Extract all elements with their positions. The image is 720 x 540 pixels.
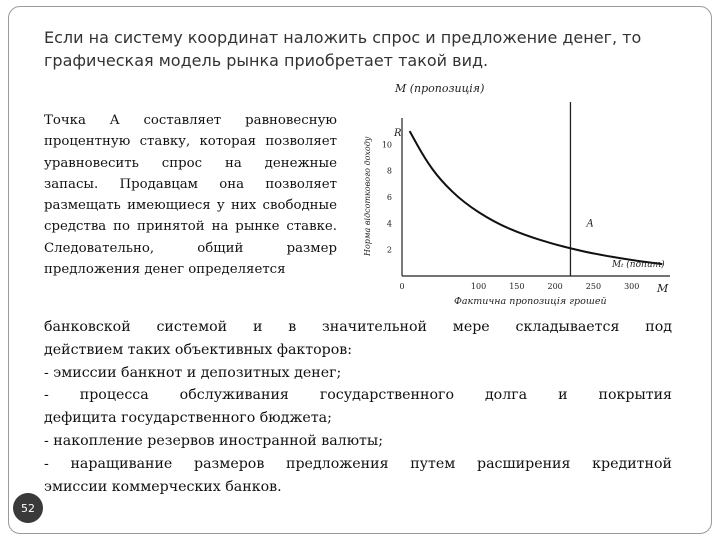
y-axis-letter: R bbox=[394, 128, 402, 139]
x-tick-label: 100 bbox=[470, 282, 487, 291]
list-item-4-cont: эмиссии коммерческих банков. bbox=[44, 478, 282, 495]
x-tick-label: 250 bbox=[585, 282, 602, 291]
list-item-3: - накопление резервов иностранной валюты; bbox=[44, 432, 383, 449]
slide-number: 52 bbox=[13, 493, 43, 523]
list-item-2: - процесса обслуживания государственного долга и покрытия bbox=[44, 387, 672, 404]
body-line-1: банковской системой и в значительной мере складывается под bbox=[44, 319, 672, 335]
x-ticks bbox=[399, 282, 639, 291]
x-tick-label: 200 bbox=[547, 282, 563, 291]
x-axis-letter: M bbox=[657, 282, 669, 295]
y-tick-label: 8 bbox=[386, 166, 392, 176]
demand-curve bbox=[410, 131, 663, 264]
body-line-2: действием таких объективных факторов: bbox=[44, 341, 353, 358]
lead-paragraph: Точка A составляет равновесную процентную ставку, которая позволяет уравновесить спрос на денежные запасы. Продавцам она позволяет размещать имеющиеся у них свободные средства по принятой на рынке ставке. Следовательно, общий размер предложения денег определяется bbox=[44, 113, 337, 278]
y-tick-label: 10 bbox=[381, 140, 392, 150]
demand-label: Mₜ (попит) bbox=[612, 260, 665, 270]
money-market-chart bbox=[350, 78, 690, 308]
x-tick-label: 150 bbox=[509, 282, 525, 291]
y-tick-label: 6 bbox=[386, 193, 392, 202]
slide-title: Если на систему координат наложить спрос и предложение денег, то графическая модель рынка приобретает такой вид. bbox=[44, 28, 642, 70]
y-tick-label: 2 bbox=[386, 245, 392, 255]
list-item-4: - наращивание размеров предложения путем расширения кредитной bbox=[44, 455, 672, 472]
y-tick-label: 4 bbox=[386, 219, 392, 229]
x-tick-label: 0 bbox=[399, 282, 405, 291]
x-tick-label: 300 bbox=[624, 282, 640, 291]
y-axis-label: Норма відсоткового доходу bbox=[363, 136, 372, 256]
equilibrium-point-label: A bbox=[586, 218, 594, 230]
body-text bbox=[44, 316, 672, 498]
supply-title: M (пропозиція) bbox=[395, 82, 485, 95]
list-item-1: - эмиссии банкнот и депозитных денег; bbox=[44, 364, 342, 381]
y-ticks bbox=[382, 140, 392, 254]
list-item-2-cont: дефицита государственного бюджета; bbox=[44, 410, 332, 427]
x-axis-label: Фактична пропозиція грошей bbox=[454, 296, 607, 307]
